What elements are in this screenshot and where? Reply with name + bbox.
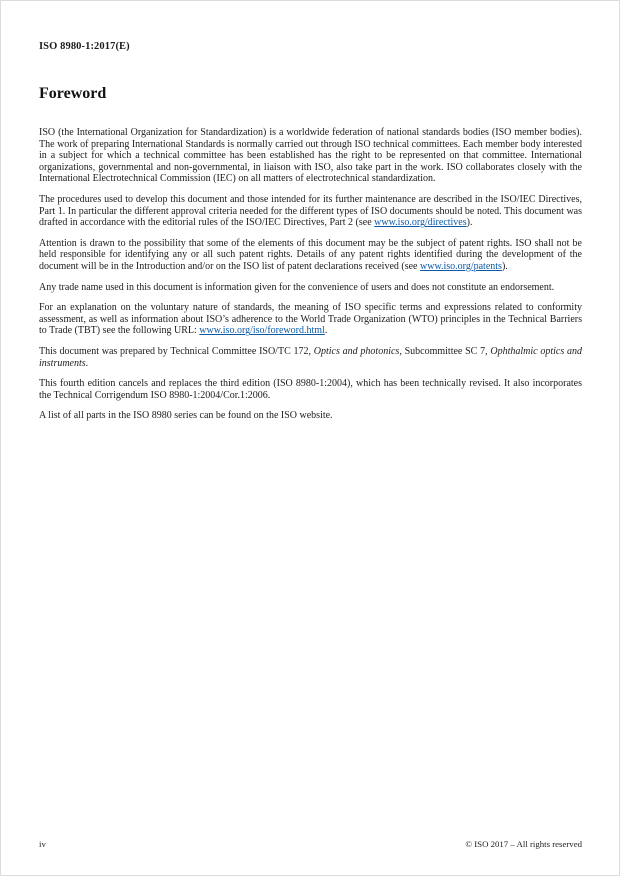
paragraph-technical-committee bbox=[39, 346, 582, 369]
paragraph-text: The procedures used to develop this document and those intended for its further maintenance are described in the ISO/IEC Directives, Part 1. In particular the different approval criteria needed for the different types of ISO documents should be noted. This document was drafted in accordance with the editorial rules of the ISO/IEC Directives, Part 2 (see bbox=[39, 193, 582, 229]
page-number: iv bbox=[39, 839, 46, 849]
paragraph-text: ). bbox=[501, 260, 508, 272]
page-footer bbox=[39, 839, 582, 849]
paragraph-text: . bbox=[324, 325, 328, 337]
link-iso-directives[interactable]: www.iso.org/directives bbox=[374, 217, 467, 229]
paragraph-text: This document was prepared by Technical Committee ISO/TC 172, bbox=[39, 345, 314, 357]
paragraph-text: Any trade name used in this document is information given for the convenience of users and does not constitute an endorsement. bbox=[39, 281, 555, 293]
paragraph-procedures bbox=[39, 194, 582, 229]
paragraph-edition-history bbox=[39, 378, 582, 401]
paragraph-text: For an explanation on the voluntary nature of standards, the meaning of ISO specific terms and expressions related to conformity assessment, as well as information about ISO’s adherence to the World Trade Organization (WTO) principles in the Technical Barriers to Trade (TBT) see the following URL: bbox=[39, 302, 582, 337]
paragraph-iso-federation bbox=[39, 127, 582, 185]
section-title-foreword: Foreword bbox=[39, 85, 107, 102]
copyright-notice: © ISO 2017 – All rights reserved bbox=[465, 839, 582, 849]
page-content bbox=[39, 85, 582, 431]
paragraph-text: . bbox=[85, 357, 89, 369]
subcommittee-name-ophthalmic-optics: Ophthalmic optics and instruments bbox=[39, 345, 583, 369]
paragraph-text: ). bbox=[466, 217, 473, 229]
paragraph-text: A list of all parts in the ISO 8980 series can be found on the ISO website. bbox=[39, 410, 333, 422]
paragraph-text: ISO (the International Organization for Standardization) is a worldwide federation of national standards bodies (ISO member bodies). The work of preparing International Standards is normally carried out through ISO technical committees. Each member body interested in a subject for which a technical committee has been established has the right to be represented on that committee. International organizations, governmental and non-governmental, in liaison with ISO, also take part in the work. ISO collaborates closely with the International Electrotechnical Commission (IEC) on all matters of electrotechnical standardization. bbox=[39, 127, 582, 185]
paragraph-text: Attention is drawn to the possibility that some of the elements of this document may be the subject of patent rights. ISO shall not be held responsible for identifying any or all such patent rights. Details of any patent rights identified during the development of the document will be in the Introduction and/or on the ISO list of patent declarations received (see bbox=[39, 237, 582, 272]
paragraph-series-note bbox=[39, 410, 582, 422]
link-iso-foreword-url[interactable]: www.iso.org/iso/foreword.html bbox=[199, 325, 325, 337]
paragraph-text: , Subcommittee SC 7, bbox=[399, 345, 491, 357]
document-reference: ISO 8980-1:2017(E) bbox=[39, 41, 130, 52]
paragraph-trade-name bbox=[39, 282, 582, 294]
committee-name-optics-photonics: Optics and photonics bbox=[313, 345, 400, 357]
paragraph-text: This fourth edition cancels and replaces the third edition (ISO 8980-1:2004), which has been technically revised. It also incorporates the Technical Corrigendum ISO 8980-1:2004/Cor.1:2006. bbox=[39, 378, 582, 401]
paragraph-patent-rights bbox=[39, 238, 582, 273]
paragraph-wto-tbt bbox=[39, 302, 582, 337]
link-iso-patents[interactable]: www.iso.org/patents bbox=[420, 260, 502, 272]
